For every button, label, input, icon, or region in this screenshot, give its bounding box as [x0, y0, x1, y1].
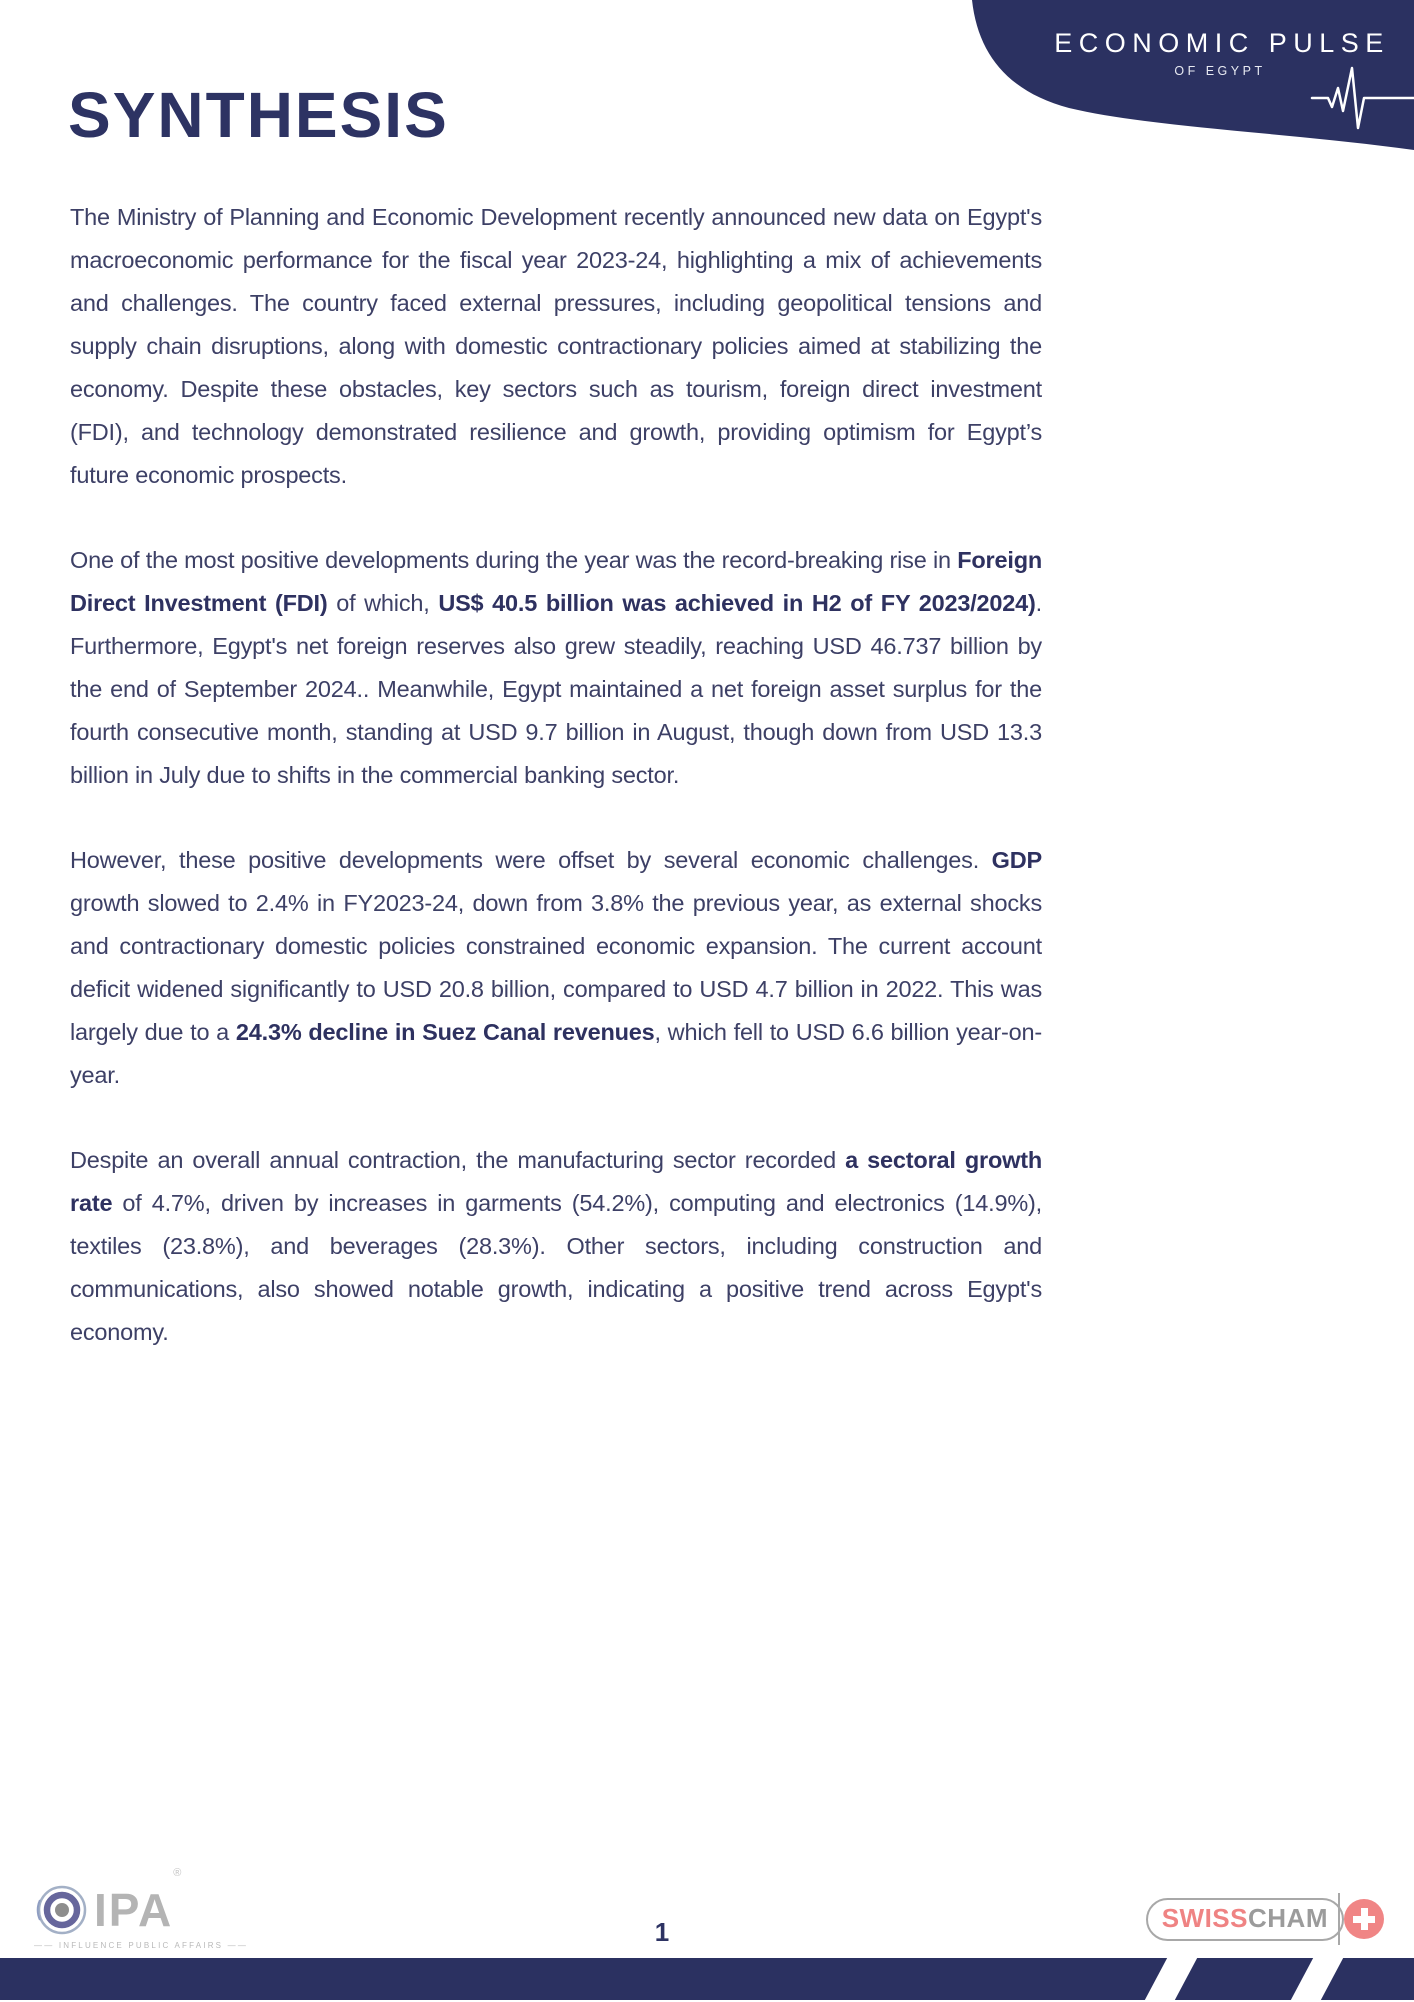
ipa-wordmark: IPA: [94, 1884, 174, 1936]
paragraph-macro-performance: The Ministry of Planning and Economic Development recently announced new data on Egypt's macroeconomic performance for the fiscal year 2023-24, highlighting a mix of achievements and challenges. The country faced external pressures, including geopolitical tensions and supply chain disruptions, along with domestic contractionary policies aimed at stabilizing the economy. Despite these obstacles, key sectors such as tourism, foreign direct investment (FDI), and technology demonstrated resilience and growth, providing optimism for Egypt’s future economic prospects.: [70, 204, 1042, 488]
footer-stripe-bar: [0, 1958, 1414, 2000]
body-copy: [70, 196, 1042, 1396]
economic-pulse-badge: [964, 0, 1414, 160]
swiss-cross-icon: [1344, 1899, 1384, 1939]
paragraph-manufacturing: Despite an overall annual contraction, the manufacturing sector recorded a sectoral growth rate of 4.7%, driven by increases in garments (54.2%), computing and electronics (14.9%), textiles (23.8%), and beverages (28.3%). Other sectors, including construction and communications, also showed notable growth, indicating a positive trend across Egypt's economy.: [70, 1147, 1042, 1345]
ipa-tagline: —— INFLUENCE PUBLIC AFFAIRS ——: [34, 1941, 249, 1950]
footer-slash-divider: [1290, 1956, 1344, 2002]
badge-title: ECONOMIC PULSE: [1054, 28, 1390, 58]
page-title: SYNTHESIS: [68, 79, 449, 151]
swisscham-cham-text: CHAM: [1248, 1902, 1328, 1933]
paragraph-fdi-reserves: One of the most positive developments during the year was the record-breaking rise in Foreign Direct Investment (FDI) of which, US$ 40.5 billion was achieved in H2 of FY 2023/2024). Furthermore, Egypt's net foreign reserves also grew steadily, reaching USD 46.737 billion by the end of September 2024.. Meanwhile, Egypt maintained a net foreign asset surplus for the fourth consecutive month, standing at USD 9.7 billion in August, though down from USD 13.3 billion in July due to shifts in the commercial banking sector.: [70, 547, 1042, 788]
page-number: 1: [654, 1917, 670, 1947]
footer-slash-divider: [1144, 1956, 1198, 2002]
registered-trademark-icon: ®: [173, 1867, 182, 1879]
swisscham-wordmark-pill: [1146, 1898, 1344, 1941]
swisscham-swiss-text: SWISS: [1161, 1902, 1248, 1933]
swisscham-logo: [1146, 1893, 1384, 1945]
badge-subtitle: OF EGYPT: [1174, 64, 1266, 78]
paragraph-gdp-challenges: However, these positive developments were offset by several economic challenges. GDP growth slowed to 2.4% in FY2023-24, down from 3.8% the previous year, as external shocks and contractionary domestic policies constrained economic expansion. The current account deficit widened significantly to USD 20.8 billion, compared to USD 4.7 billion in 2022. This was largely due to a 24.3% decline in Suez Canal revenues, which fell to USD 6.6 billion year-on-year.: [70, 847, 1042, 1088]
swisscham-divider: [1338, 1893, 1340, 1945]
